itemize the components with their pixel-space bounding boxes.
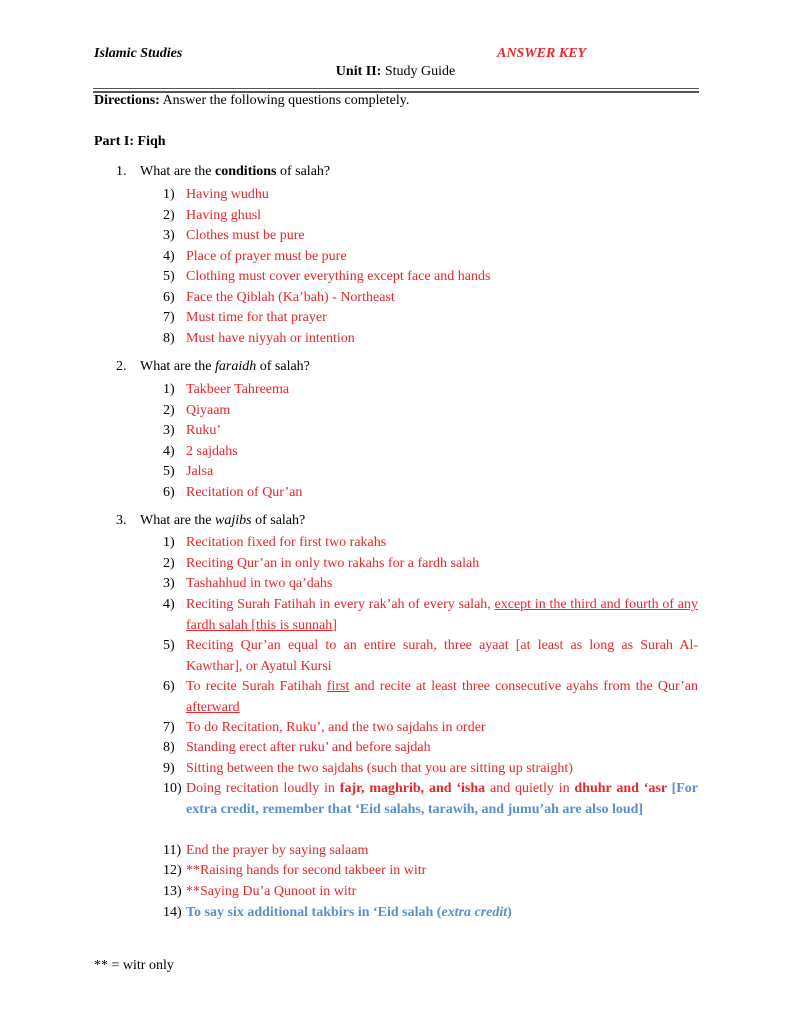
list-item	[163, 574, 698, 595]
bold-text: fajr, maghrib, and ‘isha	[339, 781, 486, 796]
item-number: 6)	[163, 289, 175, 305]
list-item	[163, 636, 698, 677]
list-item	[163, 380, 698, 401]
item-text-part: )	[507, 905, 512, 920]
question-number: 2.	[116, 359, 127, 374]
item-number: 8)	[163, 740, 175, 755]
question-text-end: of salah?	[276, 164, 331, 179]
item-number: 7)	[163, 720, 175, 735]
list-item	[163, 442, 698, 463]
item-number: 9)	[163, 761, 175, 776]
question-3	[116, 513, 305, 529]
item-number: 3)	[163, 576, 175, 591]
directions-label: Directions:	[94, 93, 160, 108]
question-keyword: conditions	[215, 164, 277, 179]
item-text-part: Doing recitation loudly in	[186, 781, 340, 796]
list-item	[163, 483, 698, 504]
question-text: What are the	[140, 164, 216, 179]
unit-title	[0, 64, 791, 80]
item-text: Reciting Qur’an in only two rakahs for a fardh salah	[186, 556, 480, 571]
course-title: Islamic Studies	[94, 46, 183, 61]
list-item	[163, 462, 698, 483]
item-text-part: and quietly in	[485, 781, 575, 796]
item-text: Place of prayer must be pure	[186, 248, 347, 264]
underlined-text: except in the third and fourth of any fardh salah [this is sunnah]	[186, 597, 698, 633]
item-text	[186, 595, 698, 636]
question-number: 3.	[116, 513, 127, 528]
item-text: Reciting Qur’an equal to an entire surah, three ayaat [at least as long as Surah Al-Kawthar], or Ayatul Kursi	[186, 638, 698, 674]
list-item	[163, 738, 698, 759]
question-number: 1.	[116, 164, 127, 179]
item-text: Having ghusl	[186, 207, 262, 223]
question-2	[116, 359, 310, 375]
underlined-text: afterward	[186, 699, 240, 715]
list-item	[163, 288, 698, 309]
bold-text: dhuhr and ‘asr	[574, 781, 667, 796]
underlined-text: first	[326, 679, 350, 694]
list-item	[163, 267, 698, 288]
item-number: 11)	[163, 843, 182, 858]
list-item	[163, 861, 698, 882]
item-number: 1)	[163, 187, 175, 202]
item-text: Takbeer Tahreema	[186, 382, 290, 397]
item-number: 14)	[163, 905, 182, 920]
part-title: Part I: Fiqh	[94, 134, 166, 149]
list-item	[163, 759, 698, 780]
item-number: 6)	[163, 484, 175, 500]
item-text: Having wudhu	[186, 187, 269, 202]
item-text: Qiyaam	[186, 402, 231, 418]
item-number: 2)	[163, 207, 175, 223]
item-number: 2)	[163, 402, 175, 418]
item-text: **Saying Du’a Qunoot in witr	[186, 884, 357, 899]
list-item	[163, 247, 698, 268]
answer-key-label: ANSWER KEY	[497, 46, 587, 61]
item-number: 4)	[163, 597, 175, 612]
item-number: 12)	[163, 863, 182, 878]
question-1	[116, 164, 330, 180]
item-text: Recitation fixed for first two rakahs	[186, 535, 387, 550]
list-item	[163, 329, 698, 350]
item-text: Tashahhud in two qa’dahs	[186, 576, 333, 591]
item-number: 10)	[163, 781, 182, 796]
item-text: 2 sajdahs	[186, 443, 238, 459]
list-item	[163, 779, 698, 820]
list-item	[163, 882, 698, 903]
item-text-part: Reciting Surah Fatihah in every rak’ah of every salah,	[186, 597, 495, 612]
question-text-end: of salah?	[256, 359, 310, 374]
item-number: 6)	[163, 679, 175, 694]
item-text-part: and recite at least three consecutive ayahs from the Qur’an	[349, 679, 698, 694]
list-item	[163, 401, 698, 422]
footnote: ** = witr only	[94, 958, 174, 973]
item-text: To do Recitation, Ruku’, and the two sajdahs in order	[186, 720, 486, 735]
list-item	[163, 226, 698, 247]
item-text: Ruku’	[186, 423, 221, 438]
item-number: 5)	[163, 464, 175, 479]
item-text: Jalsa	[186, 464, 214, 479]
item-text	[186, 677, 698, 718]
item-number: 4)	[163, 248, 175, 264]
item-number: 8)	[163, 330, 175, 346]
item-number: 7)	[163, 310, 175, 325]
list-item	[163, 903, 698, 924]
directions-text: Answer the following questions completely.	[159, 93, 410, 108]
item-text: Face the Qiblah (Ka’bah) - Northeast	[186, 289, 395, 305]
list-item	[163, 308, 698, 329]
question-text: What are the	[140, 359, 216, 374]
item-number: 5)	[163, 638, 175, 653]
item-text	[186, 779, 698, 820]
directions	[94, 93, 409, 109]
item-number: 3)	[163, 423, 175, 438]
item-text: Must have niyyah or intention	[186, 330, 355, 346]
item-text-part: To recite Surah Fatihah	[186, 679, 327, 694]
item-text: **Raising hands for second takbeer in witr	[186, 863, 427, 878]
question-keyword: wajibs	[215, 513, 252, 528]
item-text: Standing erect after ruku’ and before sajdah	[186, 740, 431, 755]
item-number: 1)	[163, 382, 175, 397]
item-number: 2)	[163, 556, 175, 571]
list-item	[163, 421, 698, 442]
list-item	[163, 677, 698, 718]
list-item	[163, 554, 698, 575]
item-number: 13)	[163, 884, 182, 899]
item-text-part: To say six additional takbirs in ‘Eid salah (	[186, 905, 442, 920]
list-item	[163, 533, 698, 554]
question-text-end: of salah?	[251, 513, 306, 528]
list-item	[163, 595, 698, 636]
item-number: 1)	[163, 535, 175, 550]
item-number: 5)	[163, 269, 175, 284]
item-text: Recitation of Qur’an	[186, 484, 303, 500]
unit-subtitle: Study Guide	[381, 64, 456, 79]
header-rule	[93, 88, 699, 89]
item-number: 4)	[163, 443, 175, 459]
question-keyword: faraidh	[215, 359, 257, 374]
extra-credit-note: [For extra credit, remember that ‘Eid salahs, tarawih, and jumu’ah are also loud]	[186, 781, 699, 817]
extra-credit-label: extra credit	[441, 905, 508, 920]
item-text: Sitting between the two sajdahs (such that you are sitting up straight)	[186, 761, 573, 776]
list-item	[163, 841, 698, 862]
list-item	[163, 206, 698, 227]
item-text: Clothing must cover everything except face and hands	[186, 269, 491, 284]
item-text	[186, 903, 698, 924]
item-text: End the prayer by saying salaam	[186, 843, 369, 858]
item-text: Must time for that prayer	[186, 310, 327, 325]
item-number: 3)	[163, 228, 175, 243]
list-item	[163, 718, 698, 739]
list-item	[163, 185, 698, 206]
unit-label: Unit II:	[335, 64, 382, 79]
question-text: What are the	[140, 513, 216, 528]
item-text: Clothes must be pure	[186, 228, 305, 243]
